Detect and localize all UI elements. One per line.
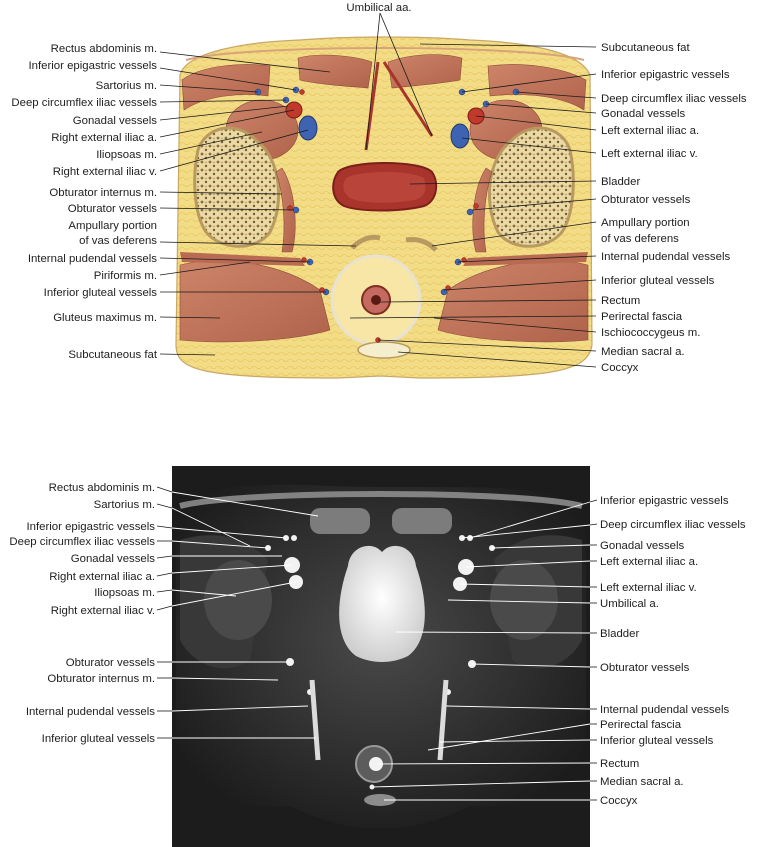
top-left-label: Gonadal vessels bbox=[72, 115, 157, 127]
top-right-label: Perirectal fascia bbox=[601, 311, 683, 323]
top-right-label: Ampullary portion bbox=[601, 217, 690, 229]
top-right-label: Left external iliac v. bbox=[601, 148, 698, 160]
bottom-right-label: Umbilical a. bbox=[600, 598, 659, 610]
bottom-right-label: Bladder bbox=[600, 628, 640, 640]
bottom-right-label: Gonadal vessels bbox=[600, 540, 685, 552]
top-right-label: Rectum bbox=[601, 295, 641, 307]
top-right-label: Bladder bbox=[601, 176, 641, 188]
top-left-label: of vas deferens bbox=[79, 235, 157, 247]
bottom-left-label: Right external iliac v. bbox=[50, 605, 155, 617]
top-left-label: Deep circumflex iliac vessels bbox=[11, 97, 157, 109]
illustration-panel bbox=[176, 37, 592, 378]
top-right-label: Coccyx bbox=[601, 362, 639, 374]
top-right-label: Ischiococcygeus m. bbox=[601, 327, 701, 339]
bottom-right-label: Median sacral a. bbox=[600, 776, 684, 788]
bottom-left-label: Obturator vessels bbox=[65, 657, 155, 669]
mri-bladder bbox=[339, 546, 425, 662]
bottom-left-label: Iliopsoas m. bbox=[94, 587, 155, 599]
top-left-label: Obturator internus m. bbox=[49, 187, 157, 199]
bottom-right-label: Deep circumflex iliac vessels bbox=[600, 519, 746, 531]
top-right-label: Left external iliac a. bbox=[601, 125, 700, 137]
top-left-label: Piriformis m. bbox=[93, 270, 157, 282]
top-left-label: Inferior epigastric vessels bbox=[28, 60, 157, 72]
top-left-label: Obturator vessels bbox=[67, 203, 157, 215]
bottom-left-label: Inferior epigastric vessels bbox=[26, 521, 155, 533]
top-right-label: Inferior epigastric vessels bbox=[601, 69, 730, 81]
top-right-label: Inferior gluteal vessels bbox=[601, 275, 715, 287]
top-left-label: Rectus abdominis m. bbox=[50, 43, 157, 55]
top-left-label: Right external iliac v. bbox=[52, 166, 157, 178]
bottom-right-label: Inferior epigastric vessels bbox=[600, 495, 729, 507]
top-left-label: Right external iliac a. bbox=[51, 132, 157, 144]
bottom-left-label: Deep circumflex iliac vessels bbox=[9, 536, 155, 548]
top-left-label: Gluteus maximus m. bbox=[53, 312, 157, 324]
top-right-label: Internal pudendal vessels bbox=[601, 251, 731, 263]
bottom-right-label: Obturator vessels bbox=[600, 662, 690, 674]
label-umbilical-aa: Umbilical aa. bbox=[346, 2, 412, 14]
bottom-left-label: Inferior gluteal vessels bbox=[41, 733, 155, 745]
bottom-left-label: Obturator internus m. bbox=[47, 673, 155, 685]
bottom-right-label: Left external iliac v. bbox=[600, 582, 697, 594]
top-left-label: Iliopsoas m. bbox=[96, 149, 157, 161]
bottom-left-label: Right external iliac a. bbox=[49, 571, 155, 583]
bottom-left-label: Gonadal vessels bbox=[70, 553, 155, 565]
bottom-right-label: Inferior gluteal vessels bbox=[600, 735, 714, 747]
bottom-right-label: Perirectal fascia bbox=[600, 719, 682, 731]
bottom-right-label: Rectum bbox=[600, 758, 640, 770]
top-left-label: Internal pudendal vessels bbox=[27, 253, 157, 265]
top-right-label: Gonadal vessels bbox=[601, 108, 686, 120]
top-right-label: Deep circumflex iliac vessels bbox=[601, 93, 747, 105]
top-right-label: Subcutaneous fat bbox=[601, 42, 690, 54]
top-left-label: Inferior gluteal vessels bbox=[43, 287, 157, 299]
bottom-left-label: Internal pudendal vessels bbox=[25, 706, 155, 718]
bottom-right-label: Left external iliac a. bbox=[600, 556, 699, 568]
top-left-label: Sartorius m. bbox=[95, 80, 157, 92]
bottom-left-label: Sartorius m. bbox=[93, 499, 155, 511]
bottom-right-label: Coccyx bbox=[600, 795, 638, 807]
top-left-label: Ampullary portion bbox=[68, 220, 157, 232]
top-right-label: Median sacral a. bbox=[601, 346, 685, 358]
coccyx bbox=[358, 342, 410, 358]
bottom-left-label: Rectus abdominis m. bbox=[48, 482, 155, 494]
top-left-label: Subcutaneous fat bbox=[68, 349, 157, 361]
mri-panel bbox=[172, 466, 590, 847]
top-right-label: Obturator vessels bbox=[601, 194, 691, 206]
top-right-label: of vas deferens bbox=[601, 233, 679, 245]
bottom-right-label: Internal pudendal vessels bbox=[600, 704, 730, 716]
